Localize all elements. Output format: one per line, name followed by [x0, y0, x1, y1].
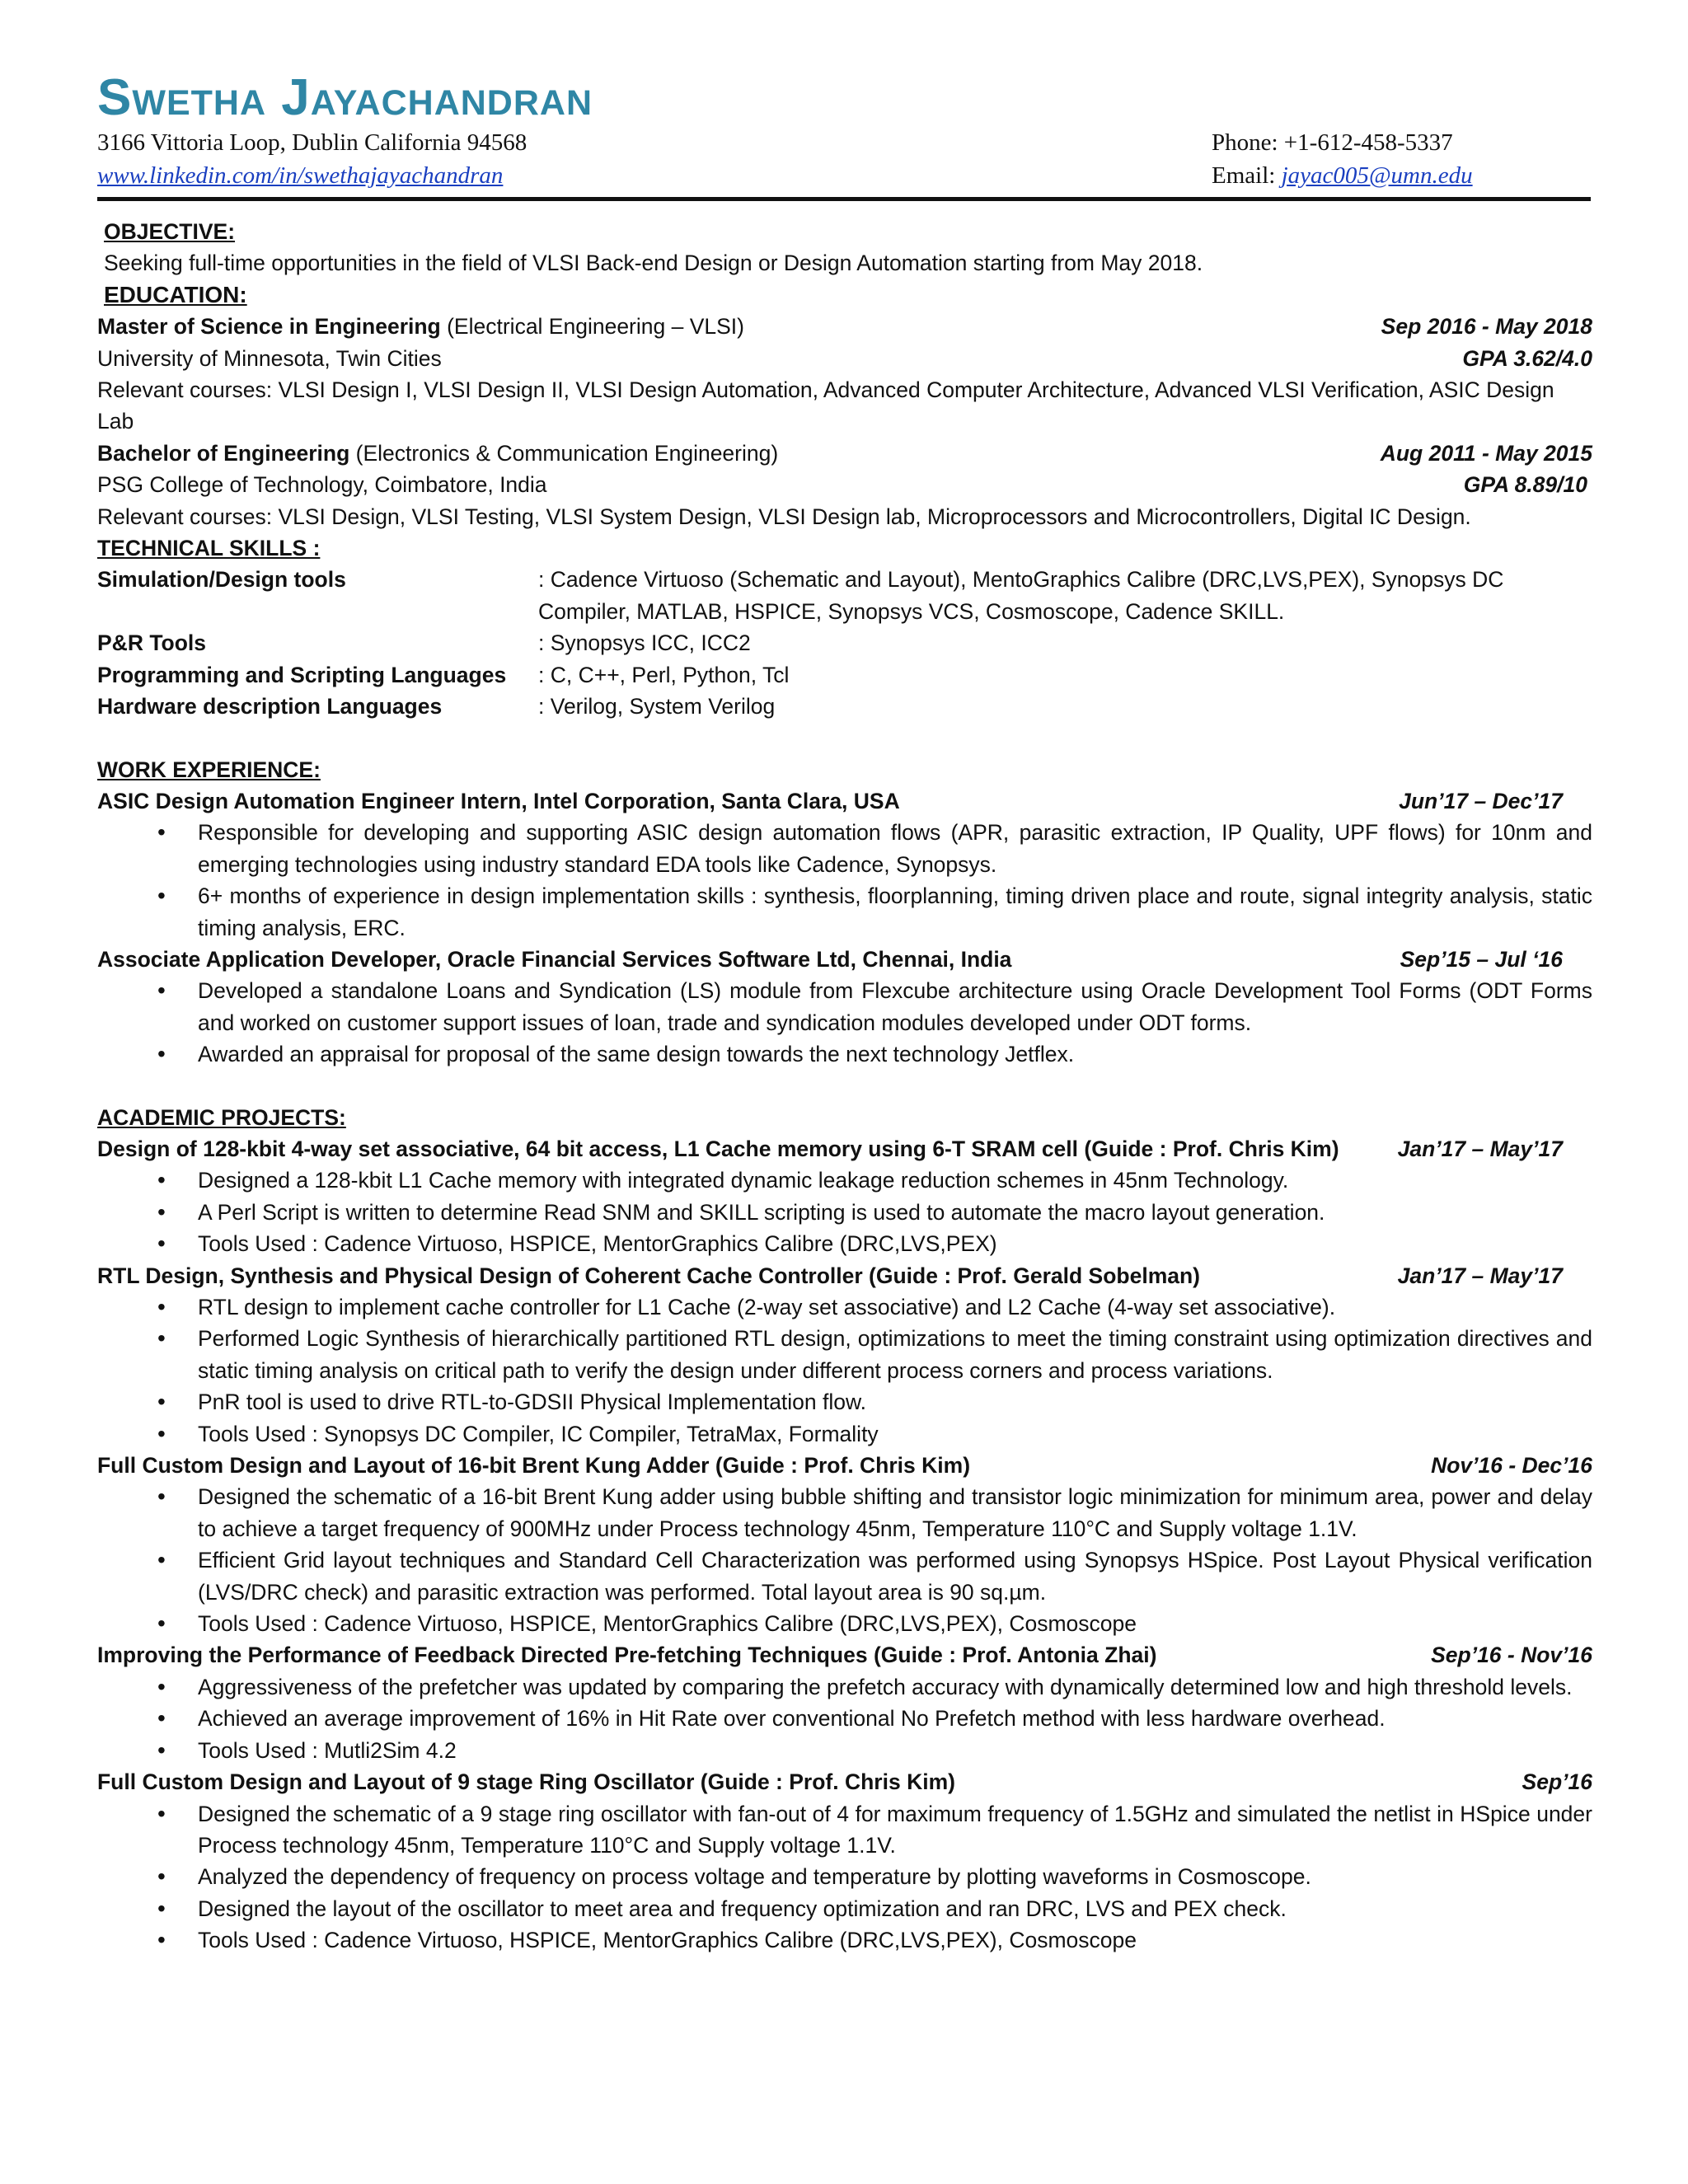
list-item: • Analyzed the dependency of frequency on process voltage and temperature by plotting waveforms in Cosmoscope.: [97, 1861, 1596, 1892]
list-item: • PnR tool is used to drive RTL-to-GDSII Physical Implementation flow.: [97, 1386, 1596, 1418]
degree-field: (Electronics & Communication Engineering): [349, 440, 779, 466]
school-name: PSG College of Technology, Coimbatore, India: [97, 472, 547, 498]
project-entry: [97, 1450, 1596, 1639]
skills-title: TECHNICAL SKILLS :: [97, 536, 321, 561]
list-item: • Designed the schematic of a 16-bit Brent Kung adder using bubble shifting and transistor logic minimization for minimum area, power and delay to achieve a target frequency of 900MHz under Process technology 45nm, Temperature 110°C and Supply voltage 1.1V.: [97, 1481, 1596, 1544]
projects-section: [97, 1102, 1596, 1957]
list-item: • Efficient Grid layout techniques and Standard Cell Characterization was performed using Synopsys HSpice. Post Layout Physical verification (LVS/DRC check) and parasitic extraction was performed. Total layout area is 90 sq.µm.: [97, 1544, 1596, 1608]
resume-body: [97, 216, 1596, 1957]
list-item: • Designed the layout of the oscillator to meet area and frequency optimization and ran DRC, LVS and PEX check.: [97, 1893, 1596, 1924]
project-dates: Jan’17 – May’17: [1397, 1263, 1563, 1288]
objective-section: [97, 216, 1596, 311]
projects-title: ACADEMIC PROJECTS:: [97, 1104, 346, 1130]
degree-dates: Aug 2011 - May 2015: [1380, 440, 1592, 466]
skills-table: [97, 564, 1596, 722]
project-name: Design of 128-kbit 4-way set associative, 64 bit access, L1 Cache memory using 6-T SRAM cell (Guide : Prof. Chris Kim): [97, 1136, 1339, 1161]
skill-value: : C, C++, Perl, Python, Tcl: [538, 662, 790, 687]
skill-value: : Synopsys ICC, ICC2: [538, 630, 751, 656]
linkedin-link[interactable]: www.linkedin.com/in/swethajayachandran: [97, 162, 504, 189]
list-item: • Developed a standalone Loans and Syndication (LS) module from Flexcube architecture using Oracle Development Tool Forms (ODT Forms and worked on customer support issues of loan, trade and syndication modules developed under ODT forms.: [97, 975, 1596, 1038]
list-item: • Tools Used : Cadence Virtuoso, HSPICE, MentorGraphics Calibre (DRC,LVS,PEX): [97, 1228, 1596, 1259]
project-bullets: [97, 1165, 1596, 1259]
list-item: • Performed Logic Synthesis of hierarchically partitioned RTL design, optimizations to meet the timing constraint using optimization directives and static timing analysis on critical path to verify the design under different process corners and process variations.: [97, 1323, 1596, 1386]
spacer: [97, 723, 1596, 754]
skill-value: : Verilog, System Verilog: [538, 694, 776, 719]
project-dates: Jan’17 – May’17: [1397, 1136, 1563, 1161]
education-section: [97, 311, 1596, 532]
project-name: Full Custom Design and Layout of 16-bit Brent Kung Adder (Guide : Prof. Chris Kim): [97, 1453, 971, 1479]
job-bullets: [97, 817, 1596, 944]
list-item: • Responsible for developing and supporting ASIC design automation flows (APR, parasitic extraction, IP Quality, UPF flows) for 10nm and emerging technologies using industry standard EDA tools like Cadence, Synopsys.: [97, 817, 1596, 880]
project-bullets: [97, 1798, 1596, 1957]
header-divider: [97, 197, 1591, 201]
email-label: Email:: [1212, 162, 1282, 189]
project-name: Improving the Performance of Feedback Directed Pre-fetching Techniques (Guide : Prof. Antonia Zhai): [97, 1643, 1157, 1668]
project-bullets: [97, 1481, 1596, 1639]
email-link[interactable]: jayac005@umn.edu: [1281, 162, 1473, 189]
project-entry: [97, 1133, 1596, 1260]
list-item: • A Perl Script is written to determine Read SNM and SKILL scripting is used to automate the macro layout generation.: [97, 1197, 1596, 1228]
project-dates: Sep’16 - Nov’16: [1431, 1643, 1592, 1668]
education-entry-masters: [97, 311, 1596, 438]
list-item: • Tools Used : Synopsys DC Compiler, IC Compiler, TetraMax, Formality: [97, 1418, 1596, 1450]
list-item: • Designed a 128-kbit L1 Cache memory with integrated dynamic leakage reduction schemes in 45nm Technology.: [97, 1165, 1596, 1196]
candidate-name: Swetha Jayachandran: [97, 69, 593, 126]
gpa: GPA 8.89/10: [1463, 472, 1587, 498]
skill-label: Programming and Scripting Languages: [97, 662, 507, 687]
list-item: • Tools Used : Cadence Virtuoso, HSPICE, MentorGraphics Calibre (DRC,LVS,PEX), Cosmoscope: [97, 1608, 1596, 1639]
education-entry-bachelors: [97, 438, 1596, 532]
relevant-courses: Relevant courses: VLSI Design, VLSI Testing, VLSI System Design, VLSI Design lab, Microprocessors and Microcontrollers, Digital IC Design.: [97, 504, 1471, 529]
school-name: University of Minnesota, Twin Cities: [97, 345, 442, 371]
degree-name: Bachelor of Engineering: [97, 440, 350, 466]
phone: Phone: +1-612-458-5337: [1212, 129, 1453, 156]
project-dates: Nov’16 - Dec’16: [1431, 1453, 1592, 1479]
list-item: • RTL design to implement cache controller for L1 Cache (2-way set associative) and L2 Cache (4-way set associative).: [97, 1291, 1596, 1323]
education-title: EDUCATION:: [104, 281, 247, 307]
relevant-courses: Relevant courses: VLSI Design I, VLSI Design II, VLSI Design Automation, Advanced Computer Architecture, Advanced VLSI Verification, ASIC Design Lab: [97, 377, 1554, 434]
list-item: • Tools Used : Cadence Virtuoso, HSPICE, MentorGraphics Calibre (DRC,LVS,PEX), Cosmoscope: [97, 1924, 1596, 1956]
project-entry: [97, 1766, 1596, 1956]
job-dates: Jun’17 – Dec’17: [1399, 788, 1563, 813]
job-role: Associate Application Developer, Oracle Financial Services Software Ltd, Chennai, India: [97, 946, 1012, 972]
project-name: RTL Design, Synthesis and Physical Design of Coherent Cache Controller (Guide : Prof. Gerald Sobelman): [97, 1263, 1201, 1288]
list-item: • Achieved an average improvement of 16% in Hit Rate over conventional No Prefetch method with less hardware overhead.: [97, 1703, 1596, 1734]
spacer: [97, 1071, 1596, 1102]
degree-dates: Sep 2016 - May 2018: [1381, 314, 1592, 340]
list-item: • Awarded an appraisal for proposal of the same design towards the next technology Jetflex.: [97, 1038, 1596, 1070]
degree-field: (Electrical Engineering – VLSI): [440, 314, 744, 340]
skill-label: Simulation/Design tools: [97, 567, 346, 593]
job-dates: Sep’15 – Jul ‘16: [1400, 946, 1563, 972]
job-entry: [97, 785, 1596, 944]
objective-text: Seeking full-time opportunities in the field of VLSI Back-end Design or Design Automation starting from May 2018.: [104, 251, 1203, 276]
experience-title: WORK EXPERIENCE:: [97, 757, 321, 782]
degree-name: Master of Science in Engineering: [97, 314, 441, 340]
list-item: • 6+ months of experience in design implementation skills : synthesis, floorplanning, timing driven place and route, signal integrity analysis, static timing analysis, ERC.: [97, 880, 1596, 944]
job-bullets: [97, 975, 1596, 1070]
objective-title: OBJECTIVE:: [104, 219, 236, 244]
list-item: • Aggressiveness of the prefetcher was updated by comparing the prefetch accuracy with dynamically determined low and high threshold levels.: [97, 1671, 1596, 1703]
project-bullets: [97, 1671, 1596, 1766]
skill-label: P&R Tools: [97, 630, 207, 656]
experience-section: [97, 754, 1596, 1071]
gpa: GPA 3.62/4.0: [1462, 345, 1592, 371]
job-entry: [97, 944, 1596, 1071]
project-entry: [97, 1639, 1596, 1766]
list-item: • Tools Used : Mutli2Sim 4.2: [97, 1735, 1596, 1766]
address: 3166 Vittoria Loop, Dublin California 94568: [97, 129, 528, 156]
project-bullets: [97, 1291, 1596, 1450]
project-name: Full Custom Design and Layout of 9 stage Ring Oscillator (Guide : Prof. Chris Kim): [97, 1769, 955, 1795]
skill-value: : Cadence Virtuoso (Schematic and Layout), MentoGraphics Calibre (DRC,LVS,PEX), Synopsys DC Compiler, MATLAB, HSPICE, Synopsys VCS, Cosmoscope, Cadence SKILL.: [538, 567, 1504, 624]
job-role: ASIC Design Automation Engineer Intern, Intel Corporation, Santa Clara, USA: [97, 788, 900, 813]
skill-label: Hardware description Languages: [97, 694, 443, 719]
project-dates: Sep’16: [1522, 1769, 1592, 1795]
list-item: • Designed the schematic of a 9 stage ring oscillator with fan-out of 4 for maximum frequency of 1.5GHz and simulated the netlist in HSpice under Process technology 45nm, Temperature 110°C and Supply voltage 1.1V.: [97, 1798, 1596, 1862]
skills-section: [97, 532, 1596, 722]
project-entry: [97, 1260, 1596, 1450]
